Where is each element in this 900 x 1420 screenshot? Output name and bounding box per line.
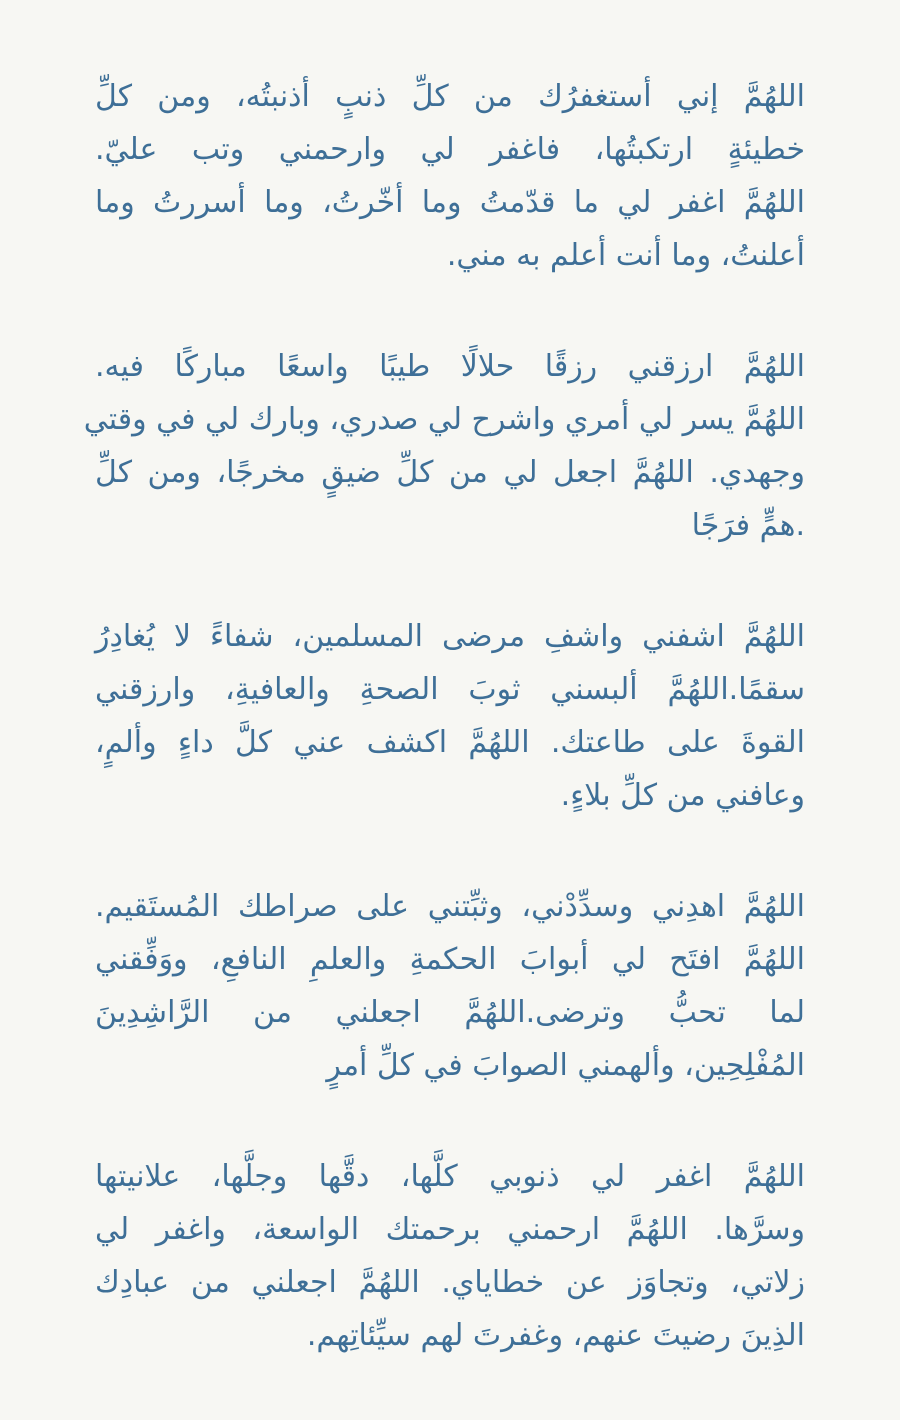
paragraph-provision: [83, 340, 805, 552]
text-line: المُفْلِحِين، وألهمني الصوابَ في كلِّ أمرٍ: [326, 1048, 805, 1083]
text-line: أعلنتُ، وما أنت أعلم به مني.: [446, 238, 805, 273]
paragraph-healing: [95, 610, 805, 822]
paragraph-mercy: [95, 1150, 805, 1362]
text-line: اللهُمَّ اهدِني وسدِّدْني، وثبِّتني على صراطك المُستَقيم.: [95, 889, 805, 924]
text-line: زلاتي، وتجاوَز عن خطاياي. اللهُمَّ اجعلني من عبادِك: [95, 1265, 805, 1300]
text-line: لما تحبُّ وترضى.اللهُمَّ اجعلني من الرَّاشِدِينَ: [95, 995, 805, 1030]
text-line: الذِينَ رضيتَ عنهم، وغفرتَ لهم سيِّئاتِهم.: [306, 1318, 805, 1353]
text-line: اللهُمَّ اغفر لي ذنوبي كلَّها، دقَّها وجلَّها، علانيتها: [95, 1159, 805, 1194]
prayer-document: [83, 70, 805, 1420]
text-line: اللهُمَّ اغفر لي ما قدّمتُ وما أخّرتُ، وما أسررتُ وما: [95, 185, 805, 220]
paragraph-guidance: [95, 880, 805, 1092]
paragraph-forgiveness: [95, 70, 805, 282]
text-line: سقمًا.اللهُمَّ ألبسني ثوبَ الصحةِ والعافيةِ، وارزقني: [95, 672, 805, 707]
text-line: خطيئةٍ ارتكبتُها، فاغفر لي وارحمني وتب عليّ.: [95, 132, 805, 167]
text-line: اللهُمَّ اشفني واشفِ مرضى المسلمين، شفاءً لا يُغادِرُ: [95, 619, 805, 654]
text-line: وسرَّها. اللهُمَّ ارحمني برحمتك الواسعة، واغفر لي: [95, 1212, 805, 1247]
text-line: القوةَ على طاعتك. اللهُمَّ اكشف عني كلَّ داءٍ وألمٍ،: [95, 725, 805, 760]
text-line: اللهُمَّ يسر لي أمري واشرح لي صدري، وبارك لي في وقتي: [83, 402, 805, 437]
text-line: وعافني من كلِّ بلاءٍ.: [560, 778, 805, 813]
text-line: وجهدي. اللهُمَّ اجعل لي من كلِّ ضيقٍ مخرجًا، ومن كلِّ: [95, 455, 805, 490]
text-line: اللهُمَّ افتَح لي أبوابَ الحكمةِ والعلمِ النافعِ، ووَفِّقني: [95, 942, 805, 977]
text-line: .همٍّ فرَجًا: [691, 508, 805, 543]
text-line: اللهُمَّ ارزقني رزقًا حلالًا طيبًا واسعًا مباركًا فيه.: [95, 349, 805, 384]
text-line: اللهُمَّ إني أستغفرُك من كلِّ ذنبٍ أذنبتُه، ومن كلِّ: [95, 79, 805, 114]
